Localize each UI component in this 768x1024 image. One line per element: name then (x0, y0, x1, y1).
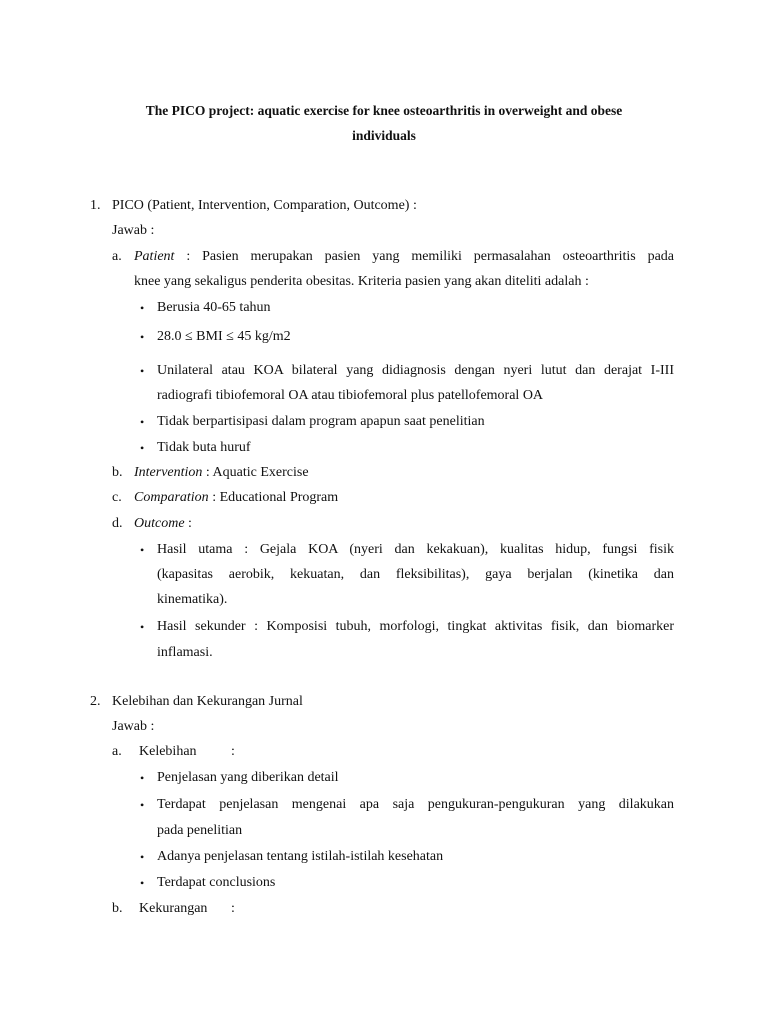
bullet-icon: • (140, 798, 145, 812)
list-item: Berusia 40-65 tahun (157, 300, 271, 315)
item-1a-line-1-text: : Pasien merupakan pasien yang memiliki permasalahan osteoarthritis pada (174, 249, 674, 264)
item-2b-term: Kekurangan (139, 901, 208, 916)
list-item: Hasil utama : Gejala KOA (nyeri dan kekakuan), kualitas hidup, fungsi fisik (157, 542, 674, 557)
list-item-continuation: radiografi tibiofemoral OA atau tibiofemoral plus patellofemoral OA (157, 388, 544, 403)
list-item: Terdapat conclusions (157, 875, 276, 890)
item-1a-line-1 (134, 247, 674, 267)
list-item-continuation: inflamasi. (157, 645, 213, 660)
bullet-icon: • (140, 301, 145, 315)
bullet-icon: • (140, 330, 145, 344)
section-2-number: 2. (90, 694, 101, 709)
title-line-1: The PICO project: aquatic exercise for knee osteoarthritis in overweight and obese (145, 103, 623, 118)
list-item: 28.0 ≤ BMI ≤ 45 kg/m2 (157, 329, 291, 344)
list-item-continuation: (kapasitas aerobik, kekuatan, dan fleksibilitas), gaya berjalan (kinetika dan (157, 567, 674, 582)
item-2a-colon: : (231, 744, 235, 759)
list-item: Tidak berpartisipasi dalam program apapun saat penelitian (157, 414, 485, 429)
item-1c-text: : Educational Program (208, 490, 339, 505)
list-item: Adanya penjelasan tentang istilah-istilah kesehatan (157, 849, 444, 864)
section-1-heading: PICO (Patient, Intervention, Comparation, Outcome) : (112, 198, 417, 213)
bullet-icon: • (140, 620, 145, 634)
list-item: Terdapat penjelasan mengenai apa saja pengukuran-pengukuran yang dilakukan (157, 797, 674, 812)
section-2-answer: Jawab : (112, 719, 155, 734)
item-1a-term: Patient (134, 249, 175, 264)
item-1d-marker: d. (112, 516, 123, 531)
item-1c-marker: c. (112, 490, 122, 505)
bullet-icon: • (140, 415, 145, 429)
section-1-answer: Jawab : (112, 223, 155, 238)
item-2a-term: Kelebihan (139, 744, 197, 759)
section-1-number: 1. (90, 198, 101, 213)
bullet-icon: • (140, 543, 145, 557)
item-1a-line-2: knee yang sekaligus penderita obesitas. Kriteria pasien yang akan diteliti adalah : (134, 274, 589, 289)
item-1c-term: Comparation (134, 490, 209, 505)
list-item: Unilateral atau KOA bilateral yang didiagnosis dengan nyeri lutut dan derajat I-III (157, 363, 674, 378)
bullet-icon: • (140, 771, 145, 785)
bullet-icon: • (140, 441, 145, 455)
item-1d-text: : (184, 516, 192, 531)
list-item-continuation: kinematika). (157, 592, 228, 607)
list-item: Penjelasan yang diberikan detail (157, 770, 339, 785)
bullet-icon: • (140, 364, 145, 378)
list-item-continuation: pada penelitian (157, 823, 243, 838)
item-2b-colon: : (231, 901, 235, 916)
section-2-heading: Kelebihan dan Kekurangan Jurnal (112, 694, 303, 709)
list-item: Tidak buta huruf (157, 440, 251, 455)
list-item: Hasil sekunder : Komposisi tubuh, morfologi, tingkat aktivitas fisik, dan biomarker (157, 619, 674, 634)
item-1c-line (134, 488, 338, 508)
item-2a-marker: a. (112, 744, 122, 759)
item-1a-marker: a. (112, 249, 122, 264)
item-1b-term: Intervention (134, 465, 203, 480)
title-line-2: individuals (352, 128, 416, 143)
item-1b-line (134, 463, 309, 483)
bullet-icon: • (140, 850, 145, 864)
item-2b-marker: b. (112, 901, 123, 916)
item-1b-text: : Aquatic Exercise (202, 465, 309, 480)
item-1d-term: Outcome (134, 516, 185, 531)
bullet-icon: • (140, 876, 145, 890)
document-title (96, 98, 672, 148)
item-1b-marker: b. (112, 465, 123, 480)
item-1d-line (134, 514, 192, 534)
